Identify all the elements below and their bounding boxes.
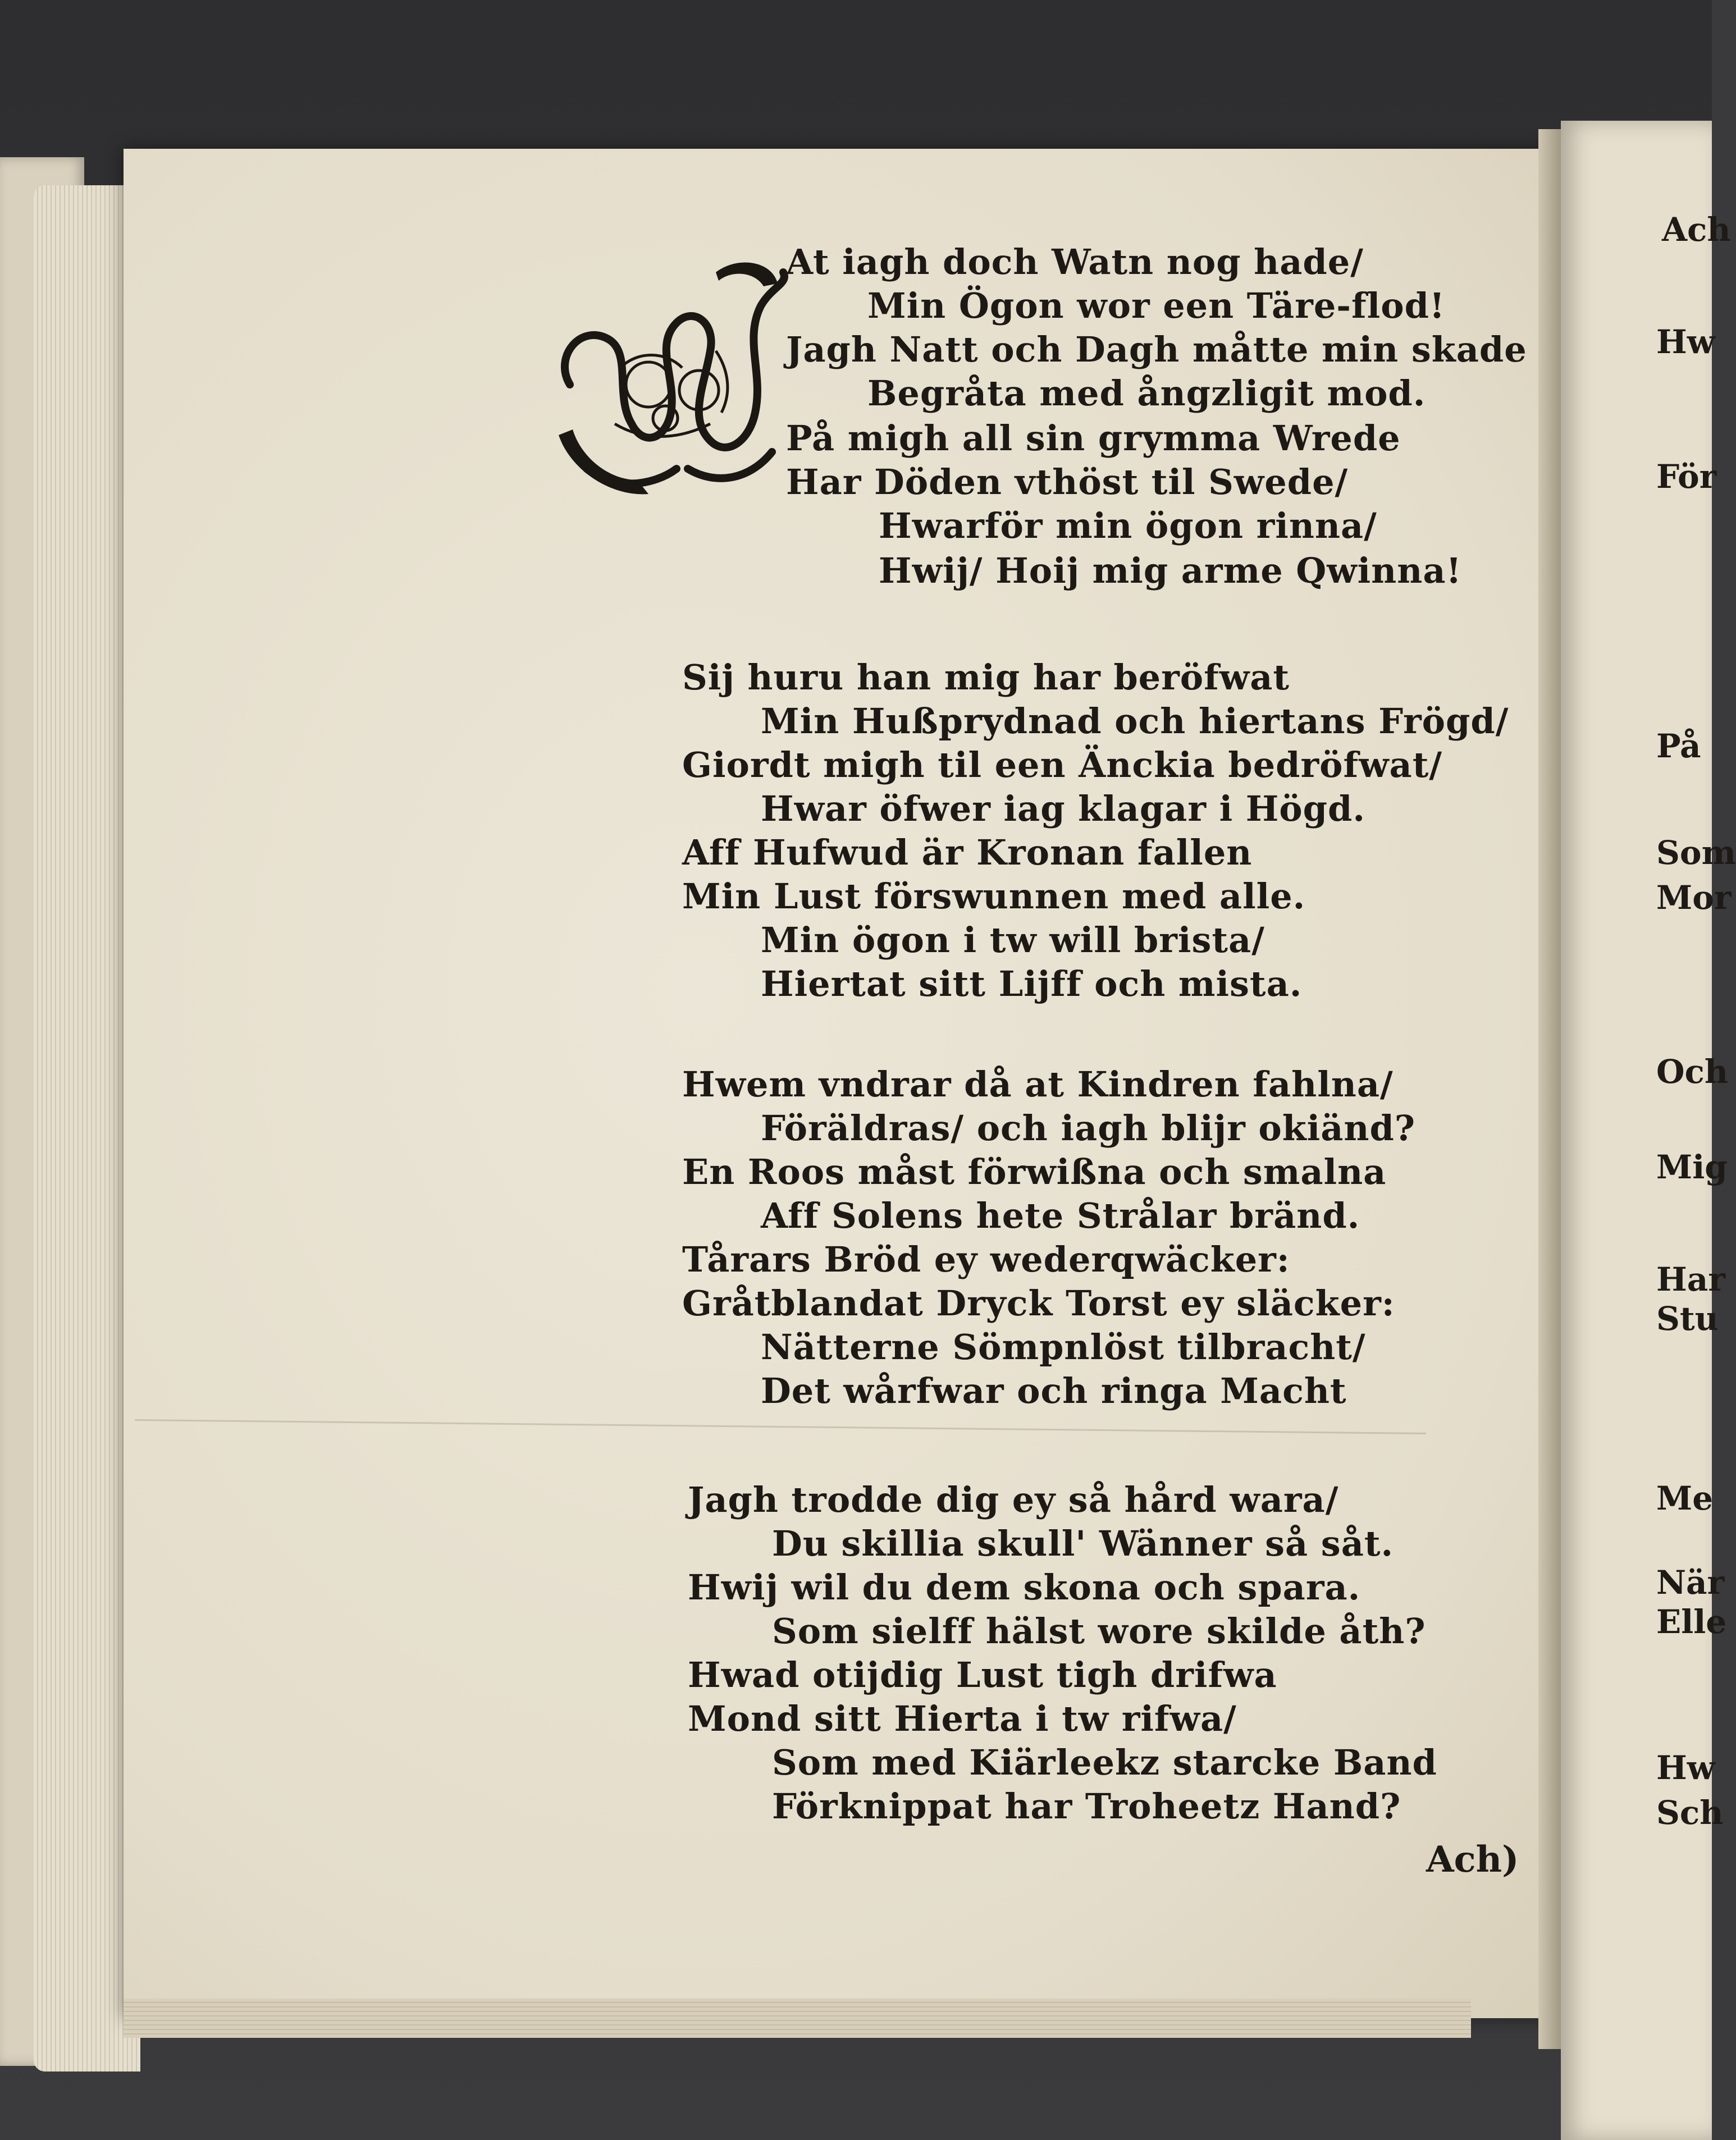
poem-line: Hwad otijdig Lust tigh drifwa <box>688 1654 1277 1695</box>
poem-line: Har Döden vthöst til Swede/ <box>786 461 1349 502</box>
poem-line: Som sielff hälst wore skilde åth? <box>772 1611 1426 1652</box>
poem-line: Hwarför min ögon rinna/ <box>879 505 1377 546</box>
poem-line: Hiertat sitt Lijff och mista. <box>761 963 1303 1004</box>
facing-page-word: Hw <box>1656 1749 1715 1787</box>
facing-page-word: För <box>1656 458 1717 496</box>
facing-page-word: När <box>1656 1563 1725 1602</box>
poem-line: Förknippat har Troheetz Hand? <box>772 1786 1401 1827</box>
facing-page-word: Mor <box>1656 879 1732 917</box>
poem-line: Min Lust förswunnen med alle. <box>682 876 1306 917</box>
poem-line: Min ögon i tw will brista/ <box>761 920 1265 961</box>
poem-line: Du skillia skull' Wänner så såt. <box>772 1523 1394 1564</box>
poem-line: Giordt migh til een Änckia bedröfwat/ <box>682 744 1443 785</box>
poem-line: Aff Hufwud är Kronan fallen <box>682 832 1253 873</box>
facing-page-word: Har <box>1656 1260 1725 1298</box>
poem-line: På migh all sin grymma Wrede <box>786 418 1401 459</box>
facing-page-word: Som <box>1656 834 1736 872</box>
poem-line: Sij huru han mig har beröfwat <box>682 657 1290 698</box>
poem-line: Hwij wil du dem skona och spara. <box>688 1567 1361 1608</box>
poem-line: Begråta med ångzligit mod. <box>867 373 1426 414</box>
poem-line: Min Ögon wor een Täre-flod! <box>867 285 1446 326</box>
facing-page-word: Elle <box>1656 1603 1727 1641</box>
facing-page-word: Sch <box>1656 1794 1724 1832</box>
poem-line: Gråtblandat Dryck Torst ey släcker: <box>682 1283 1395 1324</box>
facing-page-word: Ach <box>1662 211 1731 249</box>
facing-page-word: Hw <box>1656 323 1715 361</box>
poem-line: Tårars Bröd ey wederqwäcker: <box>682 1239 1290 1280</box>
poem-line: Hwem vndrar då at Kindren fahlna/ <box>682 1064 1394 1105</box>
page-edge-bottom <box>124 1999 1471 2038</box>
poem-line: En Roos måst förwißna och smalna <box>682 1151 1387 1192</box>
poem-line: Som med Kiärleekz starcke Band <box>772 1742 1437 1783</box>
poem-line: At iagh doch Watn nog hade/ <box>786 241 1364 282</box>
catchword: Ach) <box>1426 1839 1519 1881</box>
poem-line: Det wårfwar och ringa Macht <box>761 1370 1347 1411</box>
poem-line: Hwij/ Hoij mig arme Qwinna! <box>879 550 1462 591</box>
facing-page-word: På <box>1656 727 1701 765</box>
poem-line: Föräldras/ och iagh blijr okiänd? <box>761 1108 1416 1149</box>
facing-page <box>1561 121 1736 2140</box>
poem-line: Aff Solens hete Strålar bränd. <box>761 1195 1360 1236</box>
facing-page-word: Mig <box>1656 1148 1728 1186</box>
poem-line: Nätterne Sömpnlöst tilbracht/ <box>761 1327 1366 1368</box>
poem-line: Jagh trodde dig ey så hård wara/ <box>688 1479 1339 1520</box>
facing-page-word: Me <box>1656 1479 1714 1517</box>
poem-line: Hwar öfwer iag klagar i Högd. <box>761 788 1365 829</box>
facing-page-word: Stu <box>1656 1300 1719 1338</box>
poem-line: Min Hußprydnad och hiertans Frögd/ <box>761 701 1509 742</box>
facing-page-word: Och <box>1656 1053 1729 1091</box>
poem-line: Jagh Natt och Dagh måtte min skade <box>786 329 1527 370</box>
decorated-initial-w <box>547 255 789 502</box>
poem-line: Mond sitt Hierta i tw rifwa/ <box>688 1698 1237 1739</box>
